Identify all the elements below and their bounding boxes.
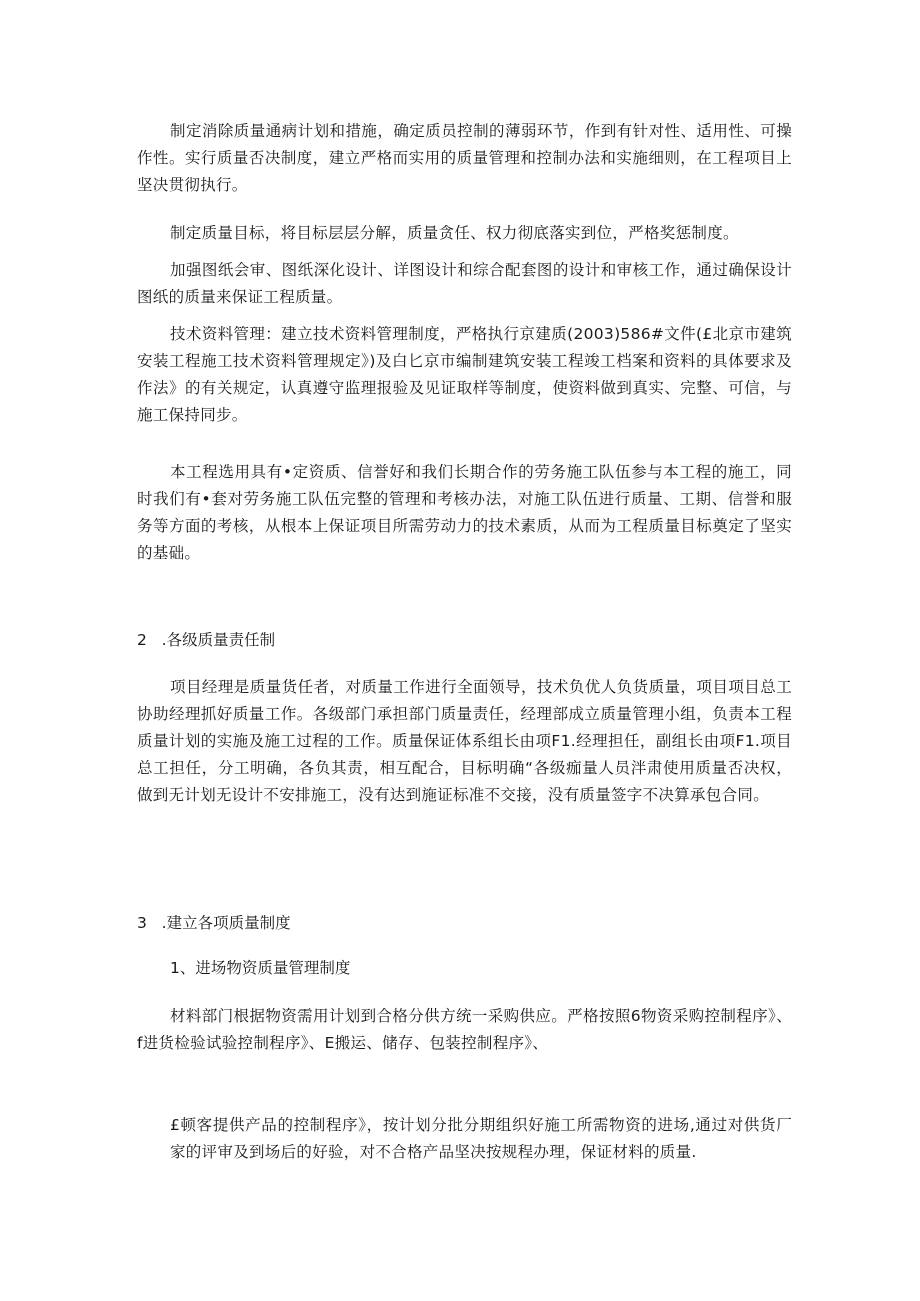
paragraph-materials-procurement: 材料部门根据物资需用计划到合格分供方统一采购供应。严格按照6物资采购控制程序》、f进货检验试验控制程序》、E搬运、储存、包装控制程序》、 <box>137 1007 792 1052</box>
paragraph-labor-teams: 本工程选用具有•定资质、信誉好和我们长期合作的劳务施工队伍参与本工程的施工，同时我们有•套对劳务施工队伍完整的管理和考核办法，对施工队伍进行质量、工期、信誉和服务等方面的考核，从根本上保证项目所需劳动力的技术素质，从而为工程质量目标奠定了坚实的基础。 <box>137 463 792 562</box>
paragraph-drawing-review: 加强图纸会审、图纸深化设计、详图设计和综合配套图的设计和审核工作，通过确保设计图纸的质量来保证工程质量。 <box>137 261 792 306</box>
subsection-heading-1: 1、进场物资质量管理制度 <box>170 959 351 977</box>
section-heading-2: 2 .各级质量责任制 <box>137 631 276 649</box>
paragraph-quality-goals: 制定质量目标，将目标层层分解，质量贪任、权力彻底落实到位，严格奖惩制度。 <box>170 224 739 242</box>
paragraph-materials-control: £顿客提供产品的控制程序》，按计划分批分期组织好施工所需物资的进场,通过对供货厂家的评审及到场后的好验，对不合格产品坚决按规程办理，保证材料的质量. <box>170 1116 792 1161</box>
paragraph-responsibility: 项目经理是质量货任者，对质量工作进行全面领导，技术负优人负货质量，项目项目总工协助经理抓好质量工作。各级部门承担部门质量责任，经理部成立质量管理小组，负责本工程质量计划的实施及施工过程的工作。质量保证体系组长由项F1.经理担任，副组长由项F1.项目总工担任，分工明确，各负其责，相互配合，目标明确“各级痂量人员泮肃使用质量否决权，做到无计划无设计不安排施工，没有达到施证标准不交接，没有质量签字不决算承包合同。 <box>137 678 792 804</box>
paragraph-technical-documents: 技术资料管理：建立技术资料管理制度，严格执行京建质(2003)586#文件(£北京市建筑安装工程施工技术资料管理规定》)及白匕京市编制建筑安装工程竣工档案和资料的具体要求及作法》的有关规定，认真遵守监理报验及见证取样等制度，使资料做到真实、完整、可信，与施工保持同步。 <box>137 325 792 424</box>
section-heading-3: 3 .建立各项质量制度 <box>137 914 291 932</box>
paragraph-quality-defects: 制定消除质量通病计划和措施，确定质员控制的薄弱环节，作到有针对性、适用性、可操作性。实行质量否决制度，建立严格而实用的质量管理和控制办法和实施细则，在工程项目上坚决贯彻执行。 <box>137 122 792 194</box>
